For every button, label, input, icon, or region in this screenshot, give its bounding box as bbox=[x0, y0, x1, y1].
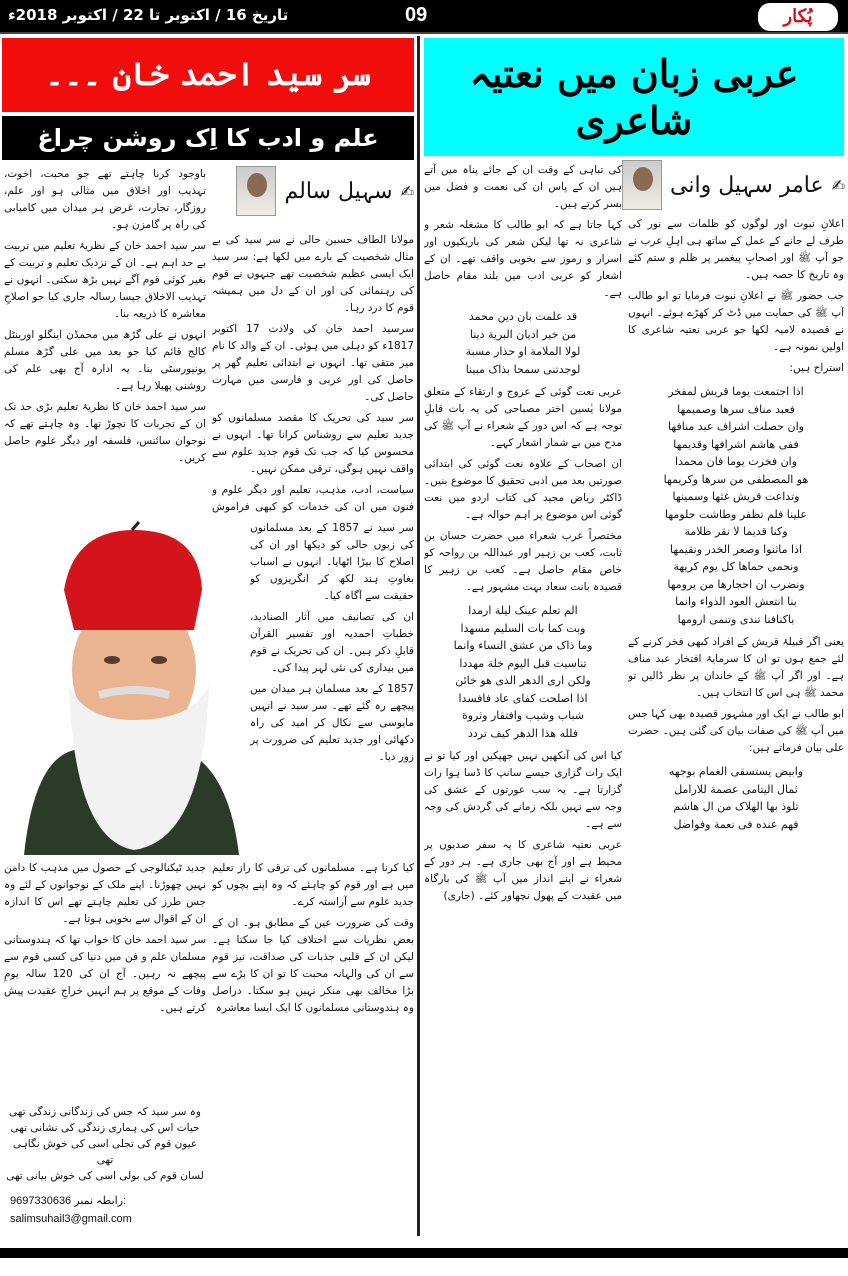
page-number: 09 bbox=[405, 4, 428, 26]
paragraph: کیا اس کی آنکھیں نہیں جھپکیں اور کیا تو نے ایک رات گزاری جیسے سانپ کا ڈسا ہوا رات گزارتا ہے۔ یہ سب عورتوں کے عشق کی وجہ سے نہیں بلکہ زمانے کی گردش کی وجہ سے ہے۔ bbox=[424, 750, 622, 830]
poem-line: وابیض یستسقی الغمام بوجهه bbox=[668, 765, 804, 778]
contact-label: رابطہ نمبر: bbox=[74, 1195, 127, 1207]
poem-line: قد علمت بان دین محمد bbox=[468, 310, 578, 323]
verse-line: وہ سر سید کہ جس کی زندگانی زندگی تھی bbox=[9, 1106, 201, 1118]
paragraph: ان کی تصانیف میں آثار الصنادید، خطباتِ احمدیہ اور تفسیر القرآن قابلِ ذکر ہیں۔ ان کی تحریک نے قوم میں بیداری کی نئی لہر پیدا کی۔ bbox=[250, 611, 414, 674]
poem-line: ففی هاشم اشرافها وقدیمها bbox=[673, 437, 799, 451]
paragraph: کیا کرنا ہے۔ مسلمانوں کی ترقی کا راز تعلیم میں ہے اور قوم کو چاہئے کہ وہ اپنے بچوں کو جدید علوم سے آراستہ کرے۔ bbox=[212, 862, 414, 908]
left-article-column-2 bbox=[4, 166, 206, 516]
left-article-column-4 bbox=[4, 860, 206, 1095]
poem-block bbox=[424, 602, 622, 742]
left-article-column-3 bbox=[250, 520, 414, 855]
author-name: سہیل سالم bbox=[284, 178, 393, 204]
poem-line: وتداعت قریش غثها وسمینها bbox=[672, 490, 800, 503]
poem-line: الم تعلم عینک لیلة ارمدا bbox=[468, 604, 578, 617]
paragraph: سرسید احمد خان کی ولادت 17 اکتوبر 1817ء کو دہلی میں ہوئی۔ ان کے والد کا نام میر متقی تھا۔ انہوں نے ابتدائی تعلیم گھر پر حاصل کی اور عربی و فارسی میں مہارت حاصل کی۔ bbox=[212, 323, 414, 403]
author-name: عامر سہیل وانی bbox=[670, 172, 824, 198]
left-author-byline bbox=[214, 166, 414, 216]
paragraph: ابو طالب نے ایک اور مشہور قصیدہ بھی کہا جس میں آپ ﷺ کی صفات بیان کی گئی ہیں۔ حضرت علی بیان فرماتے ہیں: bbox=[628, 708, 844, 754]
poem-line: وکنا قدیما لا نقر ظلامة bbox=[684, 525, 788, 538]
paragraph: جدید ٹیکنالوجی کے حصول میں مذہب کا دامن نہیں چھوڑنا۔ اپنے ملک کے نوجوانوں کے لئے وہ جس طرز کی تعلیم چاہتے تھے اس کا اندازہ ان کے اقوال سے بخوبی ہوتا ہے۔ bbox=[4, 862, 206, 925]
pen-icon: ✍ bbox=[400, 181, 414, 201]
paragraph: باوجود کرنا چاہتے تھے جو محبت، اخوت، تہذیب اور اخلاق میں مثالی ہو اور علم، روزگار، تجارت، غرض ہر میدان میں کامیابی کی راہ پر گامزن ہو۔ bbox=[4, 168, 206, 231]
newspaper-logo: پُکار bbox=[758, 3, 838, 31]
poem-line: لولا الملامة او حذار مسبة bbox=[465, 345, 581, 358]
pen-icon: ✍ bbox=[831, 175, 845, 195]
poem-line: فعبد مناف سرها وصمیمها bbox=[677, 402, 795, 416]
paragraph: یعنی اگر قبیلۂ قریش کے افراد کبھی فخر کرنے کے لئے جمع ہوں تو ان کا سرمایۂ افتخار عبد مناف ہے۔ اور اگر آپ ﷺ کے خاندان پر نظر ڈالیں تو محمد ﷺ ہی اس کا انتخاب ہیں۔ bbox=[628, 636, 844, 699]
poem-intro: استراح ہیں: bbox=[789, 362, 844, 374]
poem-line: وبت کما بات السلیم مسهدا bbox=[460, 621, 586, 635]
paragraph: اعلانِ نبوت اور لوگوں کو ظلمات سے نور کی طرف لے جانے کے عمل کے ساتھ ہی اہلِ عرب نے جو آپ ﷺ اور اصحابِ پیغمبر پر ظلم و ستم کئے وہ تاریخ کا حصہ ہیں۔ bbox=[628, 218, 844, 281]
author-photo bbox=[622, 160, 662, 210]
poem-line: شباب وشیب وافتقار وثروة bbox=[461, 709, 585, 722]
poem-block bbox=[628, 383, 844, 628]
poem-line: فهم عنده فی نعمة وفواضل bbox=[673, 817, 799, 831]
paragraph: سر سید احمد خان کے نظریۂ تعلیم میں تربیت بے حد اہم ہے۔ ان کے نزدیک تعلیم و تربیت کے بغیر کوئی قوم آگے نہیں بڑھ سکتی۔ انہوں نے تہذیب الاخلاق جیسا رسالہ جاری کیا جو اصلاحِ معاشرہ کا ذریعہ بنا۔ bbox=[4, 240, 206, 320]
poem-line: لوجدتنی سمحا بذاک مبینا bbox=[465, 362, 581, 376]
phone-number: 9697330636 bbox=[10, 1195, 72, 1207]
verse-line: عیون قوم کی تجلی اسی کی خوش نگاہی تھی bbox=[12, 1138, 198, 1166]
page-footer-bar bbox=[0, 1248, 848, 1258]
paragraph: سر سید احمد خان کا خواب تھا کہ ہندوستانی مسلمان علم و فن میں دنیا کی کسی قوم سے پیچھے نہ رہیں۔ آج ان کی 120 سالہ یومِ وفات کے موقع پر ہم انہیں خراجِ عقیدت پیش کرتے ہیں۔ bbox=[4, 934, 206, 1014]
right-article-column-2 bbox=[424, 162, 622, 1240]
left-article-headline: سر سید احمد خان ۔۔۔ bbox=[45, 55, 371, 94]
poem-line: اذا ماثنوا وصعر الخدر ونقیمها bbox=[669, 542, 803, 556]
poem-line: فلله هذا الدهر کیف تردد bbox=[468, 726, 578, 740]
right-author-byline bbox=[640, 160, 845, 210]
poem-block bbox=[424, 308, 622, 378]
poem-line: بنا انتعش العود الذواء وانما bbox=[675, 595, 797, 608]
paragraph: سر سید احمد خان کا نظریۂ تعلیم بڑی حد تک ان کے تجربات کا نچوڑ تھا۔ وہ چاہتے تھے کہ نوجوان سائنس، فلسفہ اور دیگر علوم حاصل کریں۔ bbox=[4, 401, 206, 464]
column-divider bbox=[417, 36, 420, 1236]
paragraph: مختصراً عرب شعراء میں حضرت حسان بن ثابت، کعب بن زہیر اور عبداللہ بن رواحہ کو خاص مقام حاصل ہے۔ کعب بن زہیر کا قصیدہ بانت سعاد بہت مشہور ہے۔ bbox=[424, 530, 622, 593]
left-article-headline-box bbox=[2, 38, 414, 112]
left-article-column-1 bbox=[212, 232, 414, 517]
poem-line: وان فخرت یوما فان محمدا bbox=[674, 455, 798, 468]
left-article-subheadline: علم و ادب کا اِک روشن چراغ bbox=[37, 123, 379, 152]
paragraph: مولانا الطاف حسین حالی نے سر سید کی بے مثال شخصیت کے بارے میں لکھا ہے: سر سید ایک ایسی عظیم شخصیت تھے جنہوں نے قوم کی رہنمائی کی اور ان کے دل میں ہمیشہ قوم کا درد رہا۔ bbox=[212, 234, 414, 314]
paragraph: کی تباہی کے وقت ان کے جائے پناہ میں آتے ہیں ان کے پاس ان کی نعمت و فضل میں بسر کرتے ہیں۔ bbox=[424, 164, 622, 210]
poem-line: من خیر ادیان البریة دینا bbox=[469, 327, 577, 341]
right-article-headline-box bbox=[424, 38, 844, 156]
paragraph: ان اصحاب کے علاوہ نعت گوئی کی ابتدائی صورتیں بعد میں ادبی تحقیق کا موضوع بنیں۔ ڈاکٹر ریاض مجید کی کتاب اردو میں نعت گوئی اس موضوع پر اہم حوالہ ہے۔ bbox=[424, 458, 622, 521]
paragraph: انہوں نے علی گڑھ میں محمڈن اینگلو اورینٹل کالج قائم کیا جو بعد میں علی گڑھ مسلم یونیورسٹی بنا۔ یہ ادارہ آج بھی علم کی روشنی پھیلا رہا ہے۔ bbox=[4, 329, 206, 392]
page-header-bar bbox=[0, 0, 848, 34]
author-photo bbox=[236, 166, 276, 216]
paragraph: وقت کی ضرورت عین کے مطابق ہو۔ ان کے بعض نظریات سے اختلاف کیا جا سکتا ہے۔ لیکن ان کے قلبی جذبات کی صداقت، نیز قوم سے ان کی والہانہ محبت کا تو ان کا بڑے سے بڑا مخالف بھی منکر نہیں ہو سکتا۔ دراصل وہ ہندوستانی مسلمانوں کا ایک ایسا معاشرہ bbox=[212, 917, 414, 1014]
poem-line: وما ذاک من عشق النساء وانما bbox=[453, 639, 593, 652]
poem-line: باکنافنا تندی وتنمی ارومها bbox=[677, 612, 795, 626]
contact-info bbox=[10, 1192, 210, 1228]
poem-line: ولکن اری الدهر الذی هو خائن bbox=[455, 674, 591, 687]
paragraph: سر سید کی تحریک کا مقصد مسلمانوں کو جدید تعلیم سے روشناس کرانا تھا۔ انہوں نے محسوس کیا کہ جب تک قوم جدید علوم سے واقف نہیں ہوگی، ترقی ممکن نہیں۔ bbox=[212, 412, 414, 475]
poem-line: علینا فلم تظفر وطاشت حلومها bbox=[665, 507, 807, 521]
poem-block bbox=[628, 763, 844, 833]
poem-line: تناسیت قبل الیوم خلة مهددا bbox=[459, 656, 587, 670]
sir-syed-portrait bbox=[4, 520, 244, 855]
paragraph: عربی نعتیہ شاعری کا یہ سفر صدیوں پر محیط ہے اور آج بھی جاری ہے۔ ہر دور کے شعراء نے اپنے انداز میں آپ ﷺ کی بارگاہ میں عقیدت کے پھول نچھاور کئے۔ (جاری) bbox=[424, 839, 622, 902]
email-address: salimsuhail3@gmail.com bbox=[10, 1213, 132, 1225]
poem-line: ونحمی حماها کل یوم کریهة bbox=[673, 560, 799, 573]
poem-line: تلوذ بها الهلاک من ال هاشم bbox=[673, 800, 799, 813]
paragraph: 1857 کے بعد مسلمان ہر میدان میں پیچھے رہ گئے تھے۔ سر سید نے انہیں مایوسی سے نکال کر امید کی راہ دکھائی اور جدید تعلیم کی ضرورت پر زور دیا۔ bbox=[250, 683, 414, 763]
paragraph: سر سید نے 1857 کے بعد مسلمانوں کی زبوں حالی کو دیکھا اور ان کی اصلاح کا بیڑا اٹھایا۔ انہوں نے اسباب بغاوتِ ہند لکھ کر انگریزوں کو حقیقت سے آگاہ کیا۔ bbox=[250, 522, 414, 602]
right-article-column-1 bbox=[628, 216, 844, 1241]
paragraph: عربی نعت گوئی کے عروج و ارتقاء کے متعلق مولانا یٰسین اختر مصباحی کی یہ بات قابلِ توجہ ہے کہ اس دور کے شعراء نے آپ ﷺ کی مدح میں بے شمار اشعار کہے۔ bbox=[424, 386, 622, 449]
closing-verse bbox=[4, 1104, 206, 1184]
poem-line: ثمال الیتامی عصمة للارامل bbox=[674, 782, 798, 796]
verse-line: لسان قوم کی بولی اسی کی خوش بیانی تھی bbox=[6, 1170, 204, 1182]
poem-line: اذا اصلحت کفای عاد فافسدا bbox=[458, 691, 588, 705]
issue-date: تاریخ 16 / اکتوبر تا 22 / اکتوبر 2018ء bbox=[8, 6, 289, 24]
left-article-column-5 bbox=[212, 860, 414, 1240]
poem-line: ونضرب ان احجارها من یرومها bbox=[667, 577, 805, 591]
poem-line: وان حصلت اشراف عبد منافها bbox=[668, 420, 804, 433]
paragraph: جب حضور ﷺ نے اعلانِ نبوت فرمایا تو ابو طالب آپ ﷺ کی حمایت میں ڈٹ کر کھڑے ہوئے۔ انہوں نے قصیدہ لامیہ لکھا جو عربی نعتیہ شاعری کا اولین نمونہ ہے۔ bbox=[628, 290, 844, 353]
poem-line: اذا اجتمعت یوما قریش لمفخر bbox=[668, 385, 804, 398]
left-article-subheadline-box bbox=[2, 116, 414, 160]
poem-line: هو المصطفی من سرها وکریمها bbox=[663, 472, 809, 486]
right-article-headline: عربی زبان میں نعتیہ شاعری bbox=[469, 50, 799, 143]
paragraph: کہا جاتا ہے کہ ابو طالب کا مشغلہ شعر و شاعری نہ تھا لیکن شعر کی باریکیوں اور اسرار و رموز سے بخوبی واقف تھے۔ ان کے اشعار کو عربی ادب میں بلند مقام حاصل ہے۔ bbox=[424, 219, 622, 299]
paragraph: سیاست، ادب، مذہب، تعلیم اور دیگر علوم و فنون میں ان کی خدمات کو کبھی فراموش bbox=[212, 484, 414, 513]
verse-line: حیات اس کی ہماری زندگی کی نشانی تھی bbox=[10, 1122, 200, 1134]
